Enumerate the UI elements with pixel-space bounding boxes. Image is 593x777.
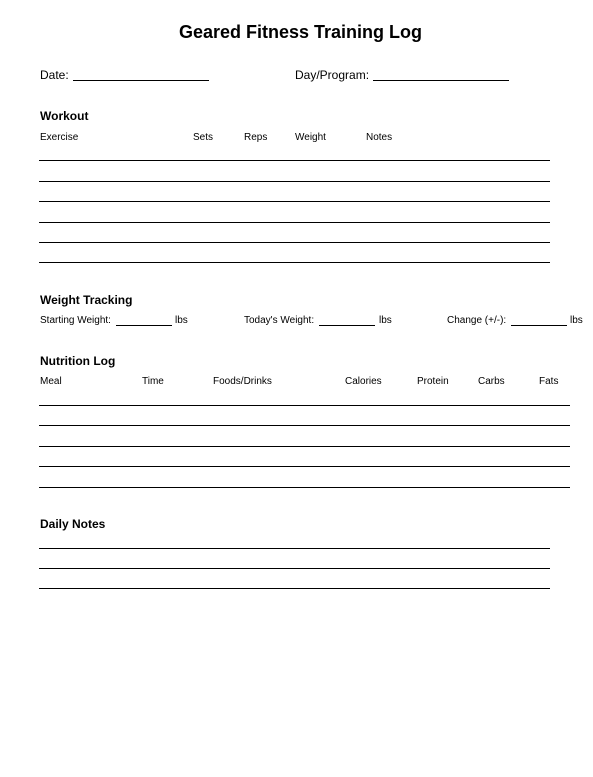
col-foods-drinks: Foods/Drinks (213, 376, 272, 387)
page-title: Geared Fitness Training Log (178, 22, 423, 42)
notes-line[interactable] (39, 588, 550, 589)
nutrition-row-line[interactable] (39, 405, 570, 406)
todays-weight-unit: lbs (379, 315, 392, 326)
starting-weight-unit: lbs (175, 315, 188, 326)
todays-weight-label: Today's Weight: (244, 315, 315, 326)
nutrition-title: Nutrition Log (40, 354, 116, 368)
col-sets: Sets (193, 132, 214, 143)
nutrition-row-line[interactable] (39, 425, 570, 426)
change-unit: lbs (570, 315, 583, 326)
col-exercise: Exercise (40, 132, 79, 143)
nutrition-row-line[interactable] (39, 446, 570, 447)
date-field[interactable] (73, 80, 209, 81)
col-carbs: Carbs (478, 376, 505, 387)
workout-row-line[interactable] (39, 201, 550, 202)
nutrition-row-line[interactable] (39, 466, 570, 467)
col-notes: Notes (366, 132, 393, 143)
workout-row-line[interactable] (39, 181, 550, 182)
workout-row-line[interactable] (39, 160, 550, 161)
col-meal: Meal (40, 376, 62, 387)
todays-weight-field[interactable] (319, 325, 375, 326)
workout-row-line[interactable] (39, 222, 550, 223)
col-protein: Protein (417, 376, 449, 387)
starting-weight-field[interactable] (116, 325, 172, 326)
date-label: Date: (40, 68, 69, 82)
starting-weight-label: Starting Weight: (40, 315, 111, 326)
notes-line[interactable] (39, 568, 550, 569)
nutrition-row-line[interactable] (39, 487, 570, 488)
day-program-label: Day/Program: (295, 68, 370, 82)
day-program-field[interactable] (373, 80, 509, 81)
workout-row-line[interactable] (39, 262, 550, 263)
workout-title: Workout (40, 109, 89, 123)
col-calories: Calories (345, 376, 382, 387)
notes-line[interactable] (39, 548, 550, 549)
workout-row-line[interactable] (39, 242, 550, 243)
change-label: Change (+/-): (447, 315, 507, 326)
change-field[interactable] (511, 325, 567, 326)
col-time: Time (142, 376, 164, 387)
weight-tracking-title: Weight Tracking (40, 293, 133, 307)
daily-notes-title: Daily Notes (40, 517, 106, 531)
col-fats: Fats (539, 376, 559, 387)
col-weight: Weight (295, 132, 326, 143)
col-reps: Reps (244, 132, 268, 143)
